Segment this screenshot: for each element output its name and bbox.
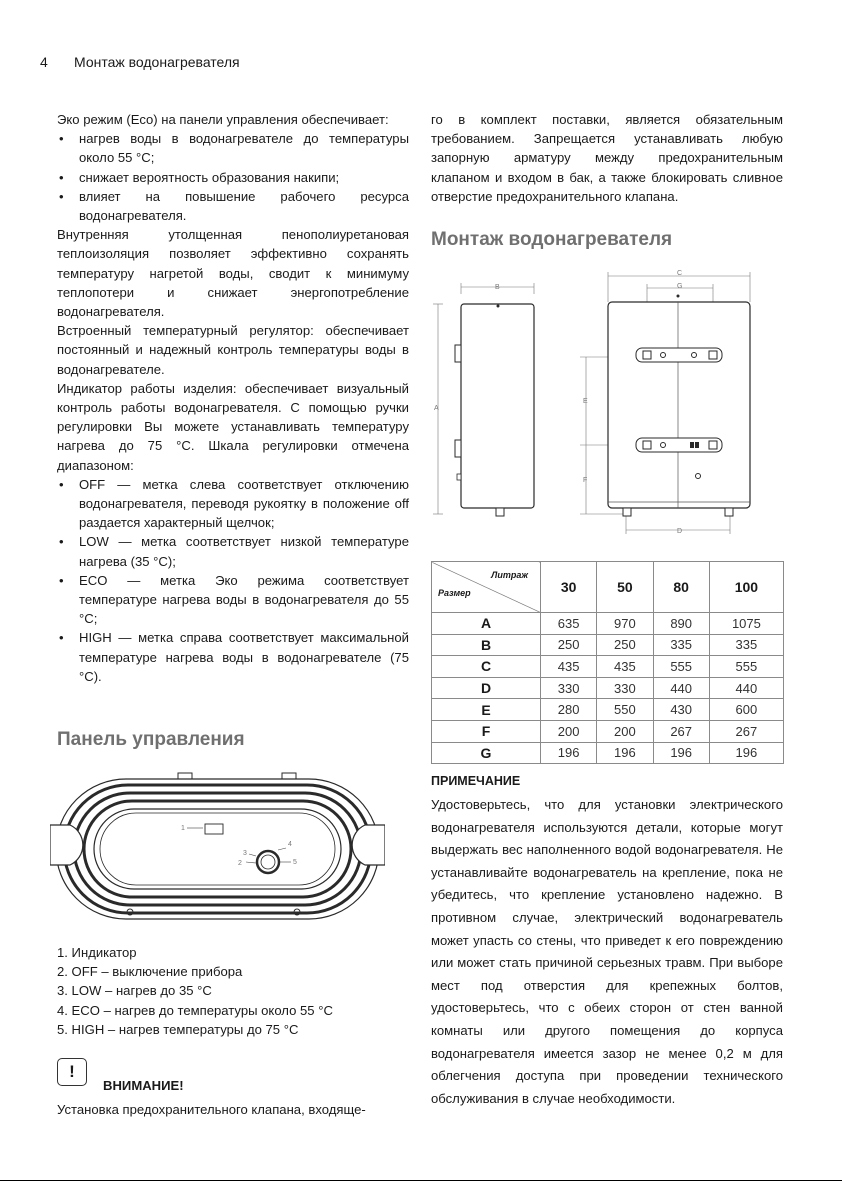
row-label: A bbox=[432, 613, 541, 635]
panel-label-4: 4 bbox=[288, 841, 292, 848]
table-cell: 890 bbox=[653, 613, 709, 635]
list-item: • снижает вероятность образования накипи; bbox=[57, 168, 409, 187]
row-label: B bbox=[432, 634, 541, 656]
note-text: Удостоверьтесь, что для установки электрического водонагревателя используются детали, которые могут выдержать вес наполненного водой водонагревателя. Не устанавливайте водонагреватель на крепление, пока не убедитесь, что крепление установлено надежно. В противном случае, электрический водонагреватель может упасть со стены, что приведет к его повреждению или может стать причиной серьезных травм. При выборе мест под отверстия для крепежных болтов, удостоверьтесь, что с обеих сторон от стен ванной комнаты или другого помещения до корпуса водонагревателя имеется зазор не менее 0,2 м для облегчения доступа при проведении технического обслуживания в случае необходимости. bbox=[431, 797, 783, 1106]
row-label: C bbox=[432, 656, 541, 678]
table-cell: 200 bbox=[597, 720, 653, 742]
column-header: 80 bbox=[653, 562, 709, 613]
mounting-diagram bbox=[428, 262, 768, 537]
table-cell: 267 bbox=[709, 720, 783, 742]
table-cell: 280 bbox=[541, 699, 597, 721]
table-cell: 196 bbox=[653, 742, 709, 764]
corner-label-size: Размер bbox=[438, 588, 471, 598]
table-cell: 330 bbox=[597, 677, 653, 699]
table-corner-header bbox=[432, 562, 541, 613]
table-row bbox=[432, 720, 784, 742]
row-label: E bbox=[432, 699, 541, 721]
right-column bbox=[431, 110, 783, 206]
table-cell: 196 bbox=[709, 742, 783, 764]
panel-label-3: 3 bbox=[243, 850, 247, 857]
legend-item: 1. Индикатор bbox=[57, 945, 137, 960]
table-row bbox=[432, 699, 784, 721]
table-cell: 435 bbox=[597, 656, 653, 678]
row-label: G bbox=[432, 742, 541, 764]
table-row bbox=[432, 613, 784, 635]
row-label: D bbox=[432, 677, 541, 699]
column-header: 100 bbox=[709, 562, 783, 613]
warning-icon: ! bbox=[57, 1058, 87, 1086]
regulator-paragraph: Встроенный температурный регулятор: обеспечивает постоянный и надежный контроль температуры воды в водонагревателе. bbox=[57, 323, 409, 377]
table-cell: 555 bbox=[653, 656, 709, 678]
dim-label-g: G bbox=[677, 283, 683, 290]
table-cell: 440 bbox=[653, 677, 709, 699]
panel-legend bbox=[57, 943, 333, 1039]
table-cell: 267 bbox=[653, 720, 709, 742]
dim-label-e: E bbox=[583, 398, 588, 405]
list-item: • HIGH — метка справа соответствует максимальной температуре нагрева воды в водонагревателе (75 °C). bbox=[57, 628, 409, 686]
corner-label-volume: Литраж bbox=[491, 570, 528, 580]
list-item: • ECO — метка Эко режима соответствует температуре нагрева воды в водонагревателя до 55 °C; bbox=[57, 571, 409, 629]
table-cell: 430 bbox=[653, 699, 709, 721]
table-cell: 250 bbox=[597, 634, 653, 656]
dim-label-b: B bbox=[495, 284, 500, 291]
column-header: 30 bbox=[541, 562, 597, 613]
table-cell: 440 bbox=[709, 677, 783, 699]
legend-item: 3. LOW – нагрев до 35 °C bbox=[57, 983, 212, 999]
left-column bbox=[57, 110, 409, 686]
panel-label-2: 2 bbox=[238, 860, 242, 867]
scale-list bbox=[57, 475, 409, 686]
dim-label-d: D bbox=[677, 528, 683, 535]
indicator-paragraph: Индикатор работы изделия: обеспечивает визуальный контроль работы водонагревателя. С помощью ручки регулировки Вы можете устанавливать температуру нагрева до 75 °C. Шкала регулировки отмечена диапазоном: bbox=[57, 380, 409, 473]
footer-rule bbox=[0, 1180, 842, 1181]
table-cell: 1075 bbox=[709, 613, 783, 635]
table-cell: 435 bbox=[541, 656, 597, 678]
note-title: ПРИМЕЧАНИЕ bbox=[431, 774, 521, 788]
table-row bbox=[432, 634, 784, 656]
table-cell: 196 bbox=[541, 742, 597, 764]
table-cell: 250 bbox=[541, 634, 597, 656]
table-row bbox=[432, 677, 784, 699]
table-cell: 335 bbox=[653, 634, 709, 656]
panel-label-1: 1 bbox=[181, 825, 185, 832]
continuation-paragraph: го в комплект поставки, является обязательным требованием. Запрещается устанавливать любую запорную арматуру между предохранительным клапаном и входом в бак, а также блокировать сливное отверстие предохранительного клапана. bbox=[431, 112, 783, 204]
table-cell: 970 bbox=[597, 613, 653, 635]
column-header: 50 bbox=[597, 562, 653, 613]
insulation-paragraph: Внутренняя утолщенная пенополиуретановая теплоизоляция позволяет эффективно сохранять температуру нагретой воды, сводит к минимуму теплопотери и снижает энергопотребление водонагревателя. bbox=[57, 227, 409, 320]
mount-heading: Монтаж водонагревателя bbox=[431, 229, 673, 250]
table-cell: 335 bbox=[709, 634, 783, 656]
page-number: 4 bbox=[40, 54, 48, 70]
table-row bbox=[432, 656, 784, 678]
row-label: F bbox=[432, 720, 541, 742]
list-item: • LOW — метка соответствует низкой температуре нагрева (35 °C); bbox=[57, 532, 409, 570]
table-cell: 635 bbox=[541, 613, 597, 635]
legend-item: 5. HIGH – нагрев температуры до 75 °C bbox=[57, 1021, 299, 1037]
dim-label-f: F bbox=[583, 477, 588, 484]
table-cell: 330 bbox=[541, 677, 597, 699]
panel-label-5: 5 bbox=[293, 859, 297, 866]
warning-title: ВНИМАНИЕ! bbox=[103, 1078, 184, 1093]
header-title: Монтаж водонагревателя bbox=[74, 54, 240, 70]
table-cell: 200 bbox=[541, 720, 597, 742]
list-item: • OFF — метка слева соответствует отключению водонагревателя, переводя рукоятку в положение off раздается характерный щелчок; bbox=[57, 475, 409, 533]
table-row bbox=[432, 742, 784, 764]
note-block bbox=[431, 774, 783, 1110]
warning-text: Установка предохранительного клапана, входяще- bbox=[57, 1102, 366, 1117]
table-cell: 550 bbox=[597, 699, 653, 721]
eco-list bbox=[57, 129, 409, 225]
table-cell: 196 bbox=[597, 742, 653, 764]
list-item: • нагрев воды в водонагревателе до температуры около 55 °C; bbox=[57, 129, 409, 167]
control-panel-drawing bbox=[50, 767, 385, 922]
table-cell: 555 bbox=[709, 656, 783, 678]
legend-item: 4. ECO – нагрев до температуры около 55 °C bbox=[57, 1002, 333, 1018]
panel-heading: Панель управления bbox=[57, 729, 245, 750]
table-cell: 600 bbox=[709, 699, 783, 721]
list-item: • влияет на повышение рабочего ресурса водонагревателя. bbox=[57, 187, 409, 225]
legend-item: 2. OFF – выключение прибора bbox=[57, 964, 243, 980]
eco-intro: Эко режим (Eco) на панели управления обеспечивает: bbox=[57, 112, 389, 127]
dim-label-c: C bbox=[677, 270, 683, 277]
page-header bbox=[40, 54, 240, 70]
dim-label-a: A bbox=[434, 405, 439, 412]
dimensions-table bbox=[431, 561, 784, 764]
